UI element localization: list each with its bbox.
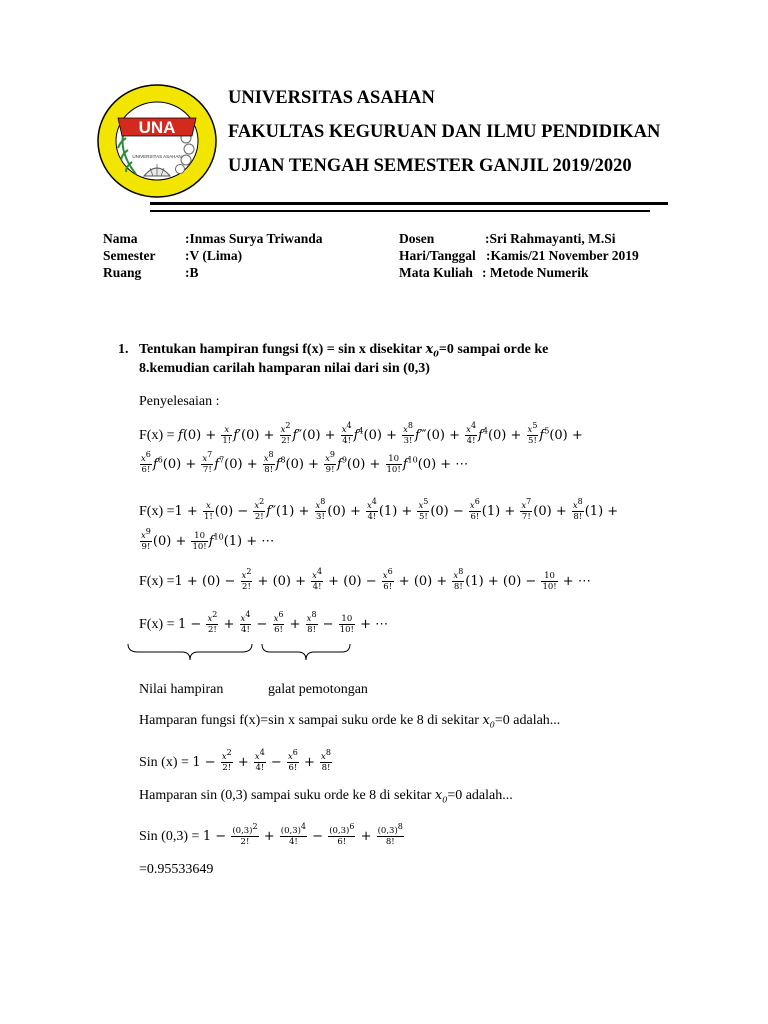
approximation-brace <box>126 642 254 662</box>
nama-label: Nama <box>103 231 138 246</box>
nama-value: :Inmas Surya Triwanda <box>185 231 323 246</box>
derivative-substitution-line-1: F(x) =1 + $\frac{x}{1!}$ (0) − $\frac{x^2}{2!}$ f″(1) + $\frac{x^8}{3!}$ (0) + $\frac{x^4}{4!}$ (1) + $\frac{x^5}{5!}$ (0) − $\frac{x^6}{6!}$ (1) + $\frac{x^7}{7!}$ (0) + $\frac{x^8}{8!}$ (1) + <box>139 497 619 522</box>
derivative-substitution-line-2: $\frac{x^9}{9!}$ (0) + $\frac{10}{10!}$ $f^{10}(1)$ + ⋯ <box>141 527 275 552</box>
logo-text: UNA <box>138 118 176 137</box>
header-rule-thin <box>150 210 650 212</box>
semester-value: :V (Lima) <box>185 248 243 263</box>
hari-label: Hari/Tanggal <box>399 248 476 263</box>
question-line-2: 8.kemudian carilah hamparan nilai dari sin (0,3) <box>139 361 430 376</box>
truncation-error-brace <box>260 642 352 662</box>
exam-title: UJIAN TENGAH SEMESTER GANJIL 2019/2020 <box>228 156 632 176</box>
question-number: 1. <box>118 342 129 357</box>
simplified-series-line: F(x) =1 + (0) − $\frac{x^2}{2!}$ + (0) + $\frac{x^4}{4!}$ + (0) − $\frac{x^6}{6!}$ + (0) + $\frac{x^8}{8!}$ (1) + (0) − $\frac{10}{10!}$ + ⋯ <box>139 567 591 592</box>
dosen-label: Dosen <box>399 231 435 246</box>
ruang-label: Ruang <box>103 265 142 280</box>
sin-03-series: Sin (0,3) = 1 − $\frac{(0,3)^2}{2!}$ + $\frac{(0,3)^4}{4!}$ − $\frac{(0,3)^6}{6!}$ + $\frac{(0,3)^8}{8!}$ <box>139 822 403 847</box>
logo-caption: UNIVERSITAS ASAHAN <box>132 154 182 159</box>
university-name: UNIVERSITAS ASAHAN <box>228 88 435 108</box>
header-rule-thick <box>150 202 668 205</box>
truncation-error-label: galat pemotongan <box>268 682 368 697</box>
taylor-series-line-1: F(x) = f(0) + $\frac{x}{1!}$ f′(0) + $\frac{x^2}{2!}$ f″(0) + $\frac{x^4}{4!}$ $f^4(0)$ + $\frac{x^8}{3!}$ f‴(0) + $\frac{x^4}{4!}$ $f^4(0)$ + $\frac{x^5}{5!}$ $f^5(0)$ + <box>139 421 583 446</box>
dosen-value: :Sri Rahmayanti, M.Si <box>485 231 616 246</box>
taylor-series-line-2: $\frac{x^6}{6!}$ $f^6(0)$ + $\frac{x^7}{7!}$ $f^7(0)$ + $\frac{x^8}{8!}$ $f^8(0)$ + $\frac{x^9}{9!}$ $f^9(0)$ + $\frac{10}{10!}$ $f^{10}(0)$ + ⋯ <box>141 450 469 475</box>
semester-label: Semester <box>103 248 156 263</box>
approximation-label: Nilai hampiran <box>139 682 224 697</box>
hamparan-sin-text: Hamparan sin (0,3) sampai suku orde ke 8 di sekitar $x_0=0$ adalah... <box>139 788 513 805</box>
matkul-value: : Metode Numerik <box>482 265 589 280</box>
result-value: =0.95533649 <box>139 862 214 877</box>
matkul-label: Mata Kuliah <box>399 265 473 280</box>
ruang-value: :B <box>185 265 199 280</box>
solution-label: Penyelesaian : <box>139 394 220 409</box>
final-series-line: F(x) = 1 − $\frac{x^2}{2!}$ + $\frac{x^4}{4!}$ − $\frac{x^6}{6!}$ + $\frac{x^8}{8!}$ − $\frac{10}{10!}$ + ⋯ <box>139 610 389 635</box>
hamparan-fungsi-text: Hamparan fungsi f(x)=sin x sampai suku orde ke 8 di sekitar $x_0=0$ adalah... <box>139 713 561 730</box>
question-line-1: Tentukan hampiran fungsi f(x) = sin x disekitar $x_0=0$ sampai orde ke <box>139 342 549 359</box>
university-logo <box>96 82 218 200</box>
faculty-name: FAKULTAS KEGURUAN DAN ILMU PENDIDIKAN <box>228 122 661 142</box>
sin-x-series: Sin (x) = 1 − $\frac{x^2}{2!}$ + $\frac{x^4}{4!}$ − $\frac{x^6}{6!}$ + $\frac{x^8}{8!}$ <box>139 748 331 773</box>
hari-value: :Kamis/21 November 2019 <box>486 248 639 263</box>
